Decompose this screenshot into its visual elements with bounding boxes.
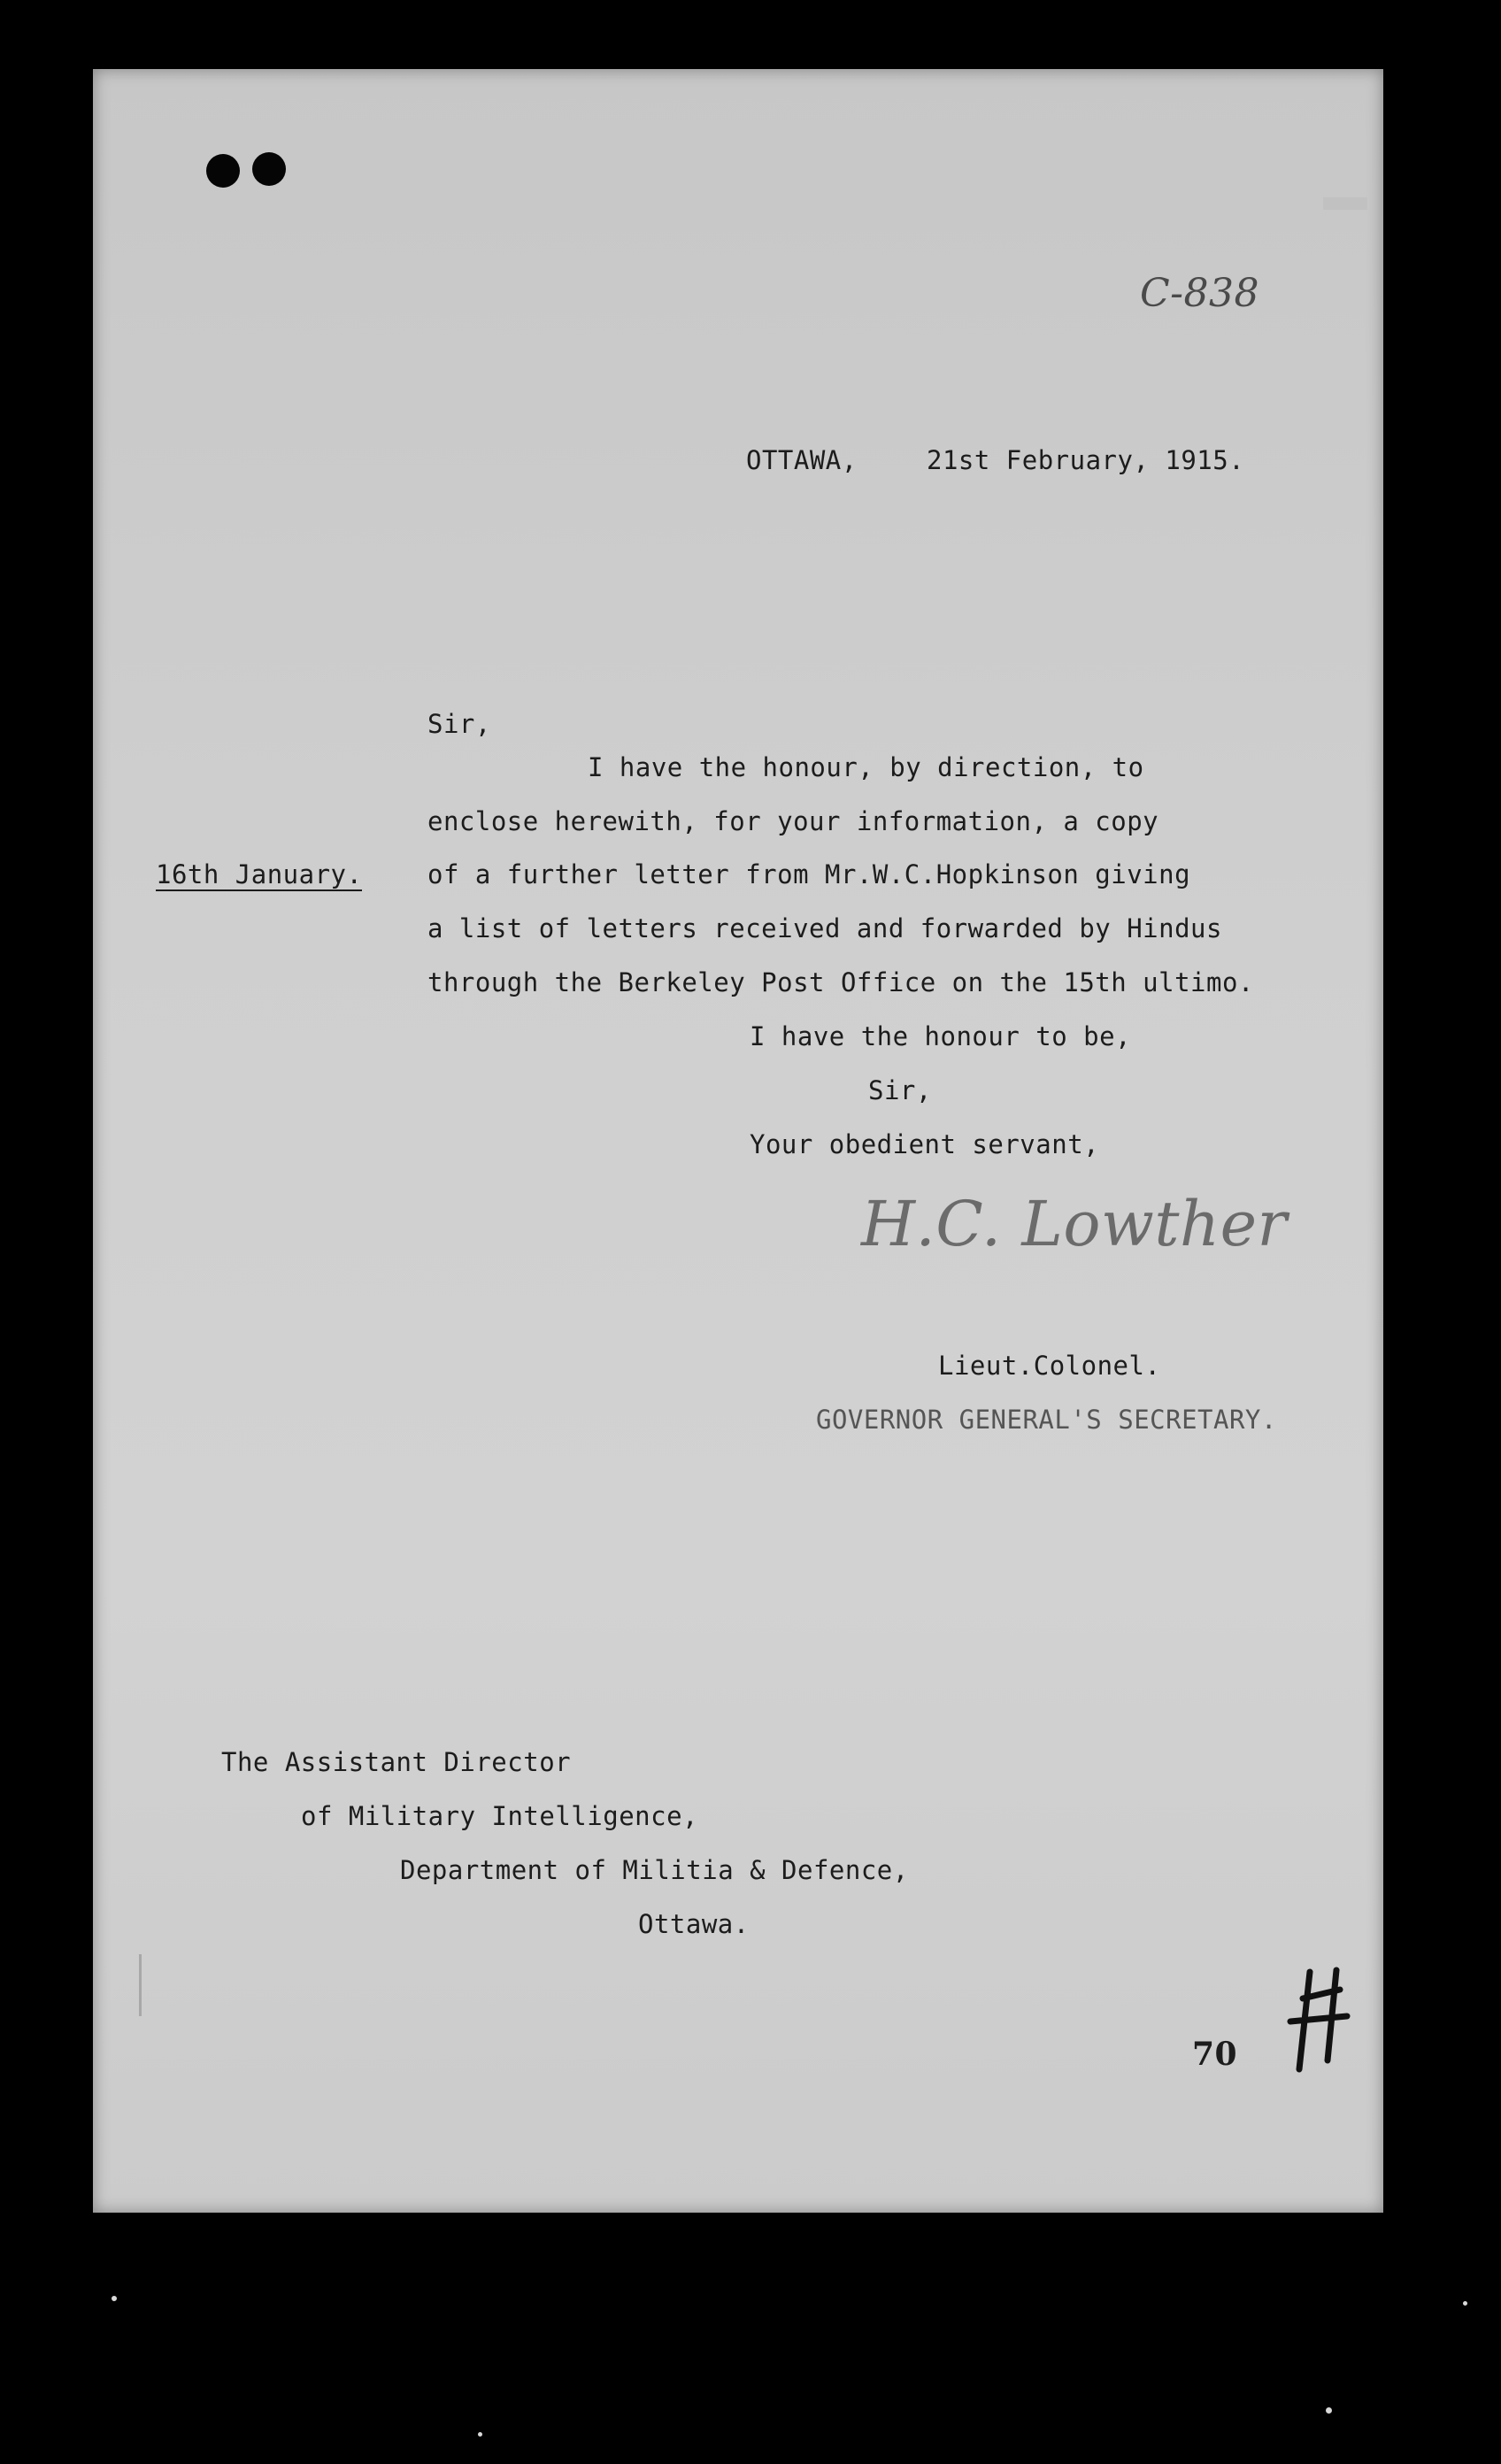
film-speck xyxy=(112,2296,117,2301)
handwritten-mark xyxy=(1283,1963,1354,2078)
body-line: a list of letters received and forwarded by Hindus xyxy=(427,913,1222,943)
place-line: OTTAWA, xyxy=(746,445,858,475)
margin-note: 16th January. xyxy=(156,859,363,889)
punch-hole xyxy=(252,152,286,186)
closing-line: Your obedient servant, xyxy=(750,1129,1100,1159)
film-speck xyxy=(478,2432,482,2437)
edge-mark xyxy=(139,1954,142,2016)
film-speck xyxy=(1463,2301,1467,2306)
addressee-line: Department of Militia & Defence, xyxy=(400,1855,909,1885)
salutation: Sir, xyxy=(427,709,491,739)
stamp-smudge xyxy=(1323,197,1367,210)
date-line: 21st February, 1915. xyxy=(927,445,1245,475)
punch-hole xyxy=(206,154,240,188)
document-page xyxy=(93,69,1383,2213)
addressee-line: The Assistant Director xyxy=(221,1747,572,1777)
closing-line: Sir, xyxy=(868,1075,932,1105)
closing-line: I have the honour to be, xyxy=(750,1021,1132,1051)
body-line: through the Berkeley Post Office on the 15th ultimo. xyxy=(427,967,1254,997)
reference-annotation: C-838 xyxy=(1140,271,1260,316)
body-line: of a further letter from Mr.W.C.Hopkinson giving xyxy=(427,859,1191,889)
body-line: enclose herewith, for your information, a copy xyxy=(427,806,1159,836)
signatory-title: GOVERNOR GENERAL'S SECRETARY. xyxy=(816,1405,1277,1435)
page-number: 70 xyxy=(1192,2036,1238,2073)
body-line: I have the honour, by direction, to xyxy=(588,752,1144,782)
signatory-rank: Lieut.Colonel. xyxy=(938,1351,1161,1381)
signature: H.C. Lowther xyxy=(861,1188,1288,1260)
addressee-line: Ottawa. xyxy=(638,1909,750,1939)
film-speck xyxy=(1326,2407,1332,2414)
addressee-line: of Military Intelligence, xyxy=(301,1801,698,1831)
